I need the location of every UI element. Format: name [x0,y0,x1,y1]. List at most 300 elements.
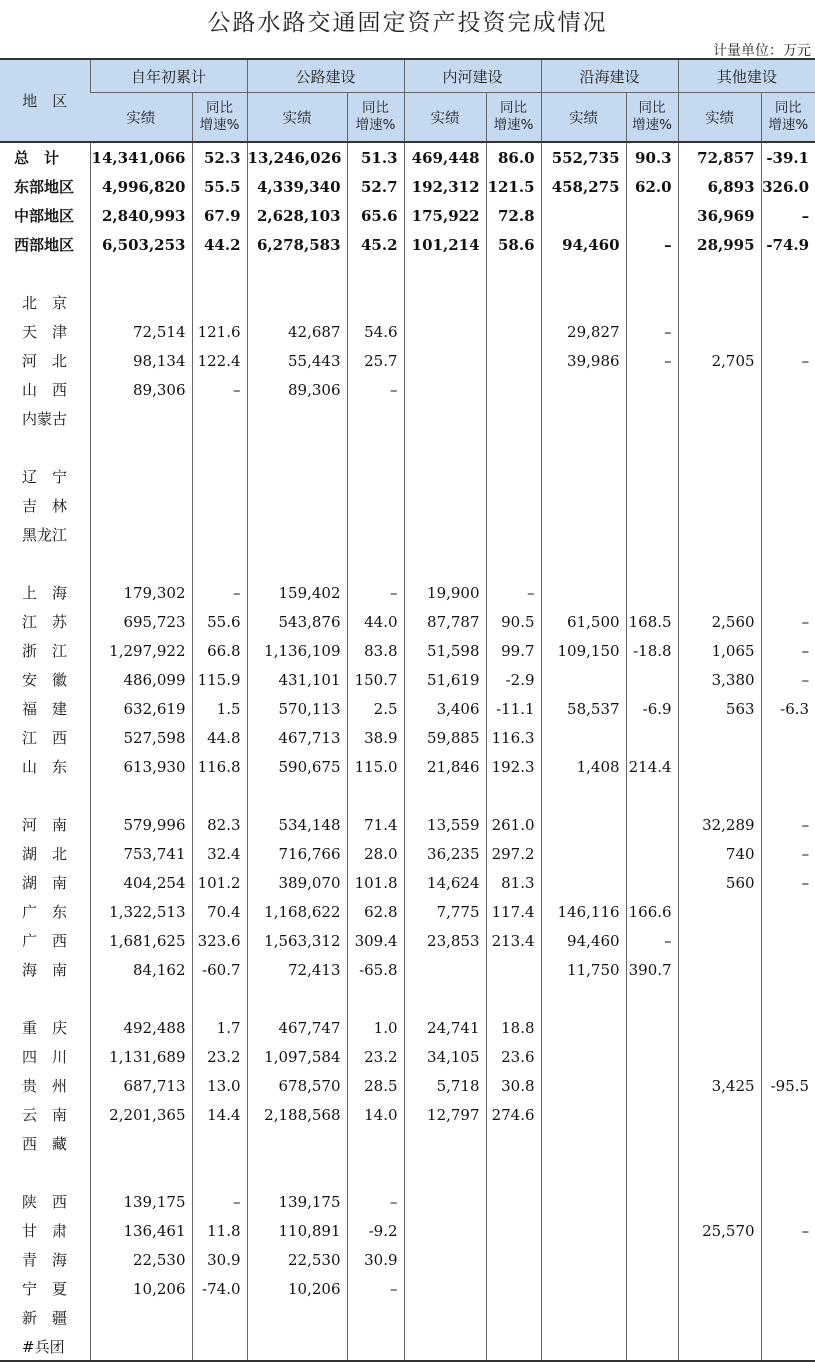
actual-cell: 1,168,622 [247,897,347,926]
actual-cell: 552,735 [541,142,626,172]
actual-cell [404,1187,486,1216]
actual-cell: 139,175 [247,1187,347,1216]
growth-header-line2: 增速% [355,117,396,133]
table-row [0,752,815,781]
growth-cell [626,1274,678,1303]
region-cell: 新 疆 [22,1309,68,1327]
growth-cell [761,897,815,926]
spacer-cell [90,781,192,810]
actual-cell [404,491,486,520]
actual-cell [541,1303,626,1332]
actual-cell: 1,563,312 [247,926,347,955]
growth-cell: 30.9 [192,1245,247,1274]
table-row [0,578,815,607]
actual-cell: 32,289 [678,810,761,839]
growth-cell: – [761,839,815,868]
actual-cell [247,520,347,549]
growth-cell: – [486,578,541,607]
actual-cell: 22,530 [90,1245,192,1274]
actual-cell: 10,206 [90,1274,192,1303]
actual-cell [541,1071,626,1100]
actual-cell [678,404,761,433]
growth-cell [347,491,404,520]
growth-header-line1: 同比 [500,100,528,116]
actual-cell: 11,750 [541,955,626,984]
page-title: 公路水路交通固定资产投资完成情况 [207,10,608,36]
table-row [0,810,815,839]
spacer-cell [626,549,678,578]
spacer-cell [678,259,761,288]
region-cell: 四 川 [22,1048,68,1066]
growth-cell: – [761,810,815,839]
growth-cell: – [761,607,815,636]
growth-cell: – [761,201,815,230]
actual-cell [678,1129,761,1158]
growth-header-line1: 同比 [638,100,666,116]
growth-cell: 44.2 [192,230,247,259]
growth-cell: – [347,1187,404,1216]
growth-cell: 117.4 [486,897,541,926]
growth-cell [761,317,815,346]
spacer-row [0,259,815,288]
growth-cell: 32.4 [192,839,247,868]
growth-cell: -95.5 [761,1071,815,1100]
actual-cell: 1,065 [678,636,761,665]
actual-cell [541,1187,626,1216]
spacer-cell [347,433,404,462]
growth-cell [761,1274,815,1303]
growth-cell: 122.4 [192,346,247,375]
spacer-cell [486,781,541,810]
actual-cell: 3,380 [678,665,761,694]
region-cell: 浙 江 [22,642,68,660]
spacer-cell [404,781,486,810]
growth-cell: 44.0 [347,607,404,636]
growth-cell: 261.0 [486,810,541,839]
actual-cell: 51,598 [404,636,486,665]
growth-cell: 390.7 [626,955,678,984]
region-cell: 陕 西 [22,1193,68,1211]
spacer-cell [192,549,247,578]
actual-cell: 4,339,340 [247,172,347,201]
table-row [0,1216,815,1245]
growth-cell: – [626,230,678,259]
actual-cell [541,1100,626,1129]
actual-cell [678,375,761,404]
actual-cell: 389,070 [247,868,347,897]
table-row [0,462,815,491]
region-cell: 黑龙江 [22,526,68,544]
growth-header-line1: 同比 [206,100,233,116]
actual-cell: 84,162 [90,955,192,984]
spacer-cell [247,781,347,810]
actual-cell: 687,713 [90,1071,192,1100]
actual-cell: 25,570 [678,1216,761,1245]
region-cell: 贵 州 [22,1077,68,1095]
spacer-cell [761,1158,815,1187]
spacer-cell [90,1158,192,1187]
actual-cell [90,288,192,317]
actual-cell [247,288,347,317]
spacer-cell [192,433,247,462]
actual-cell: 59,885 [404,723,486,752]
actual-cell [247,404,347,433]
spacer-cell [0,433,90,462]
spacer-cell [347,259,404,288]
actual-cell: 101,214 [404,230,486,259]
growth-cell: -18.8 [626,636,678,665]
spacer-cell [541,984,626,1013]
spacer-cell [0,259,90,288]
growth-cell: – [761,665,815,694]
actual-cell [678,752,761,781]
actual-cell: 2,188,568 [247,1100,347,1129]
growth-cell: 62.8 [347,897,404,926]
region-cell: 安 徽 [22,671,68,689]
actual-cell [404,1129,486,1158]
growth-cell [486,1332,541,1361]
growth-cell [192,1332,247,1361]
growth-cell [626,491,678,520]
actual-cell: 110,891 [247,1216,347,1245]
actual-cell: 10,206 [247,1274,347,1303]
growth-cell [347,288,404,317]
growth-cell [486,462,541,491]
region-cell: #兵团 [0,1332,90,1361]
actual-cell: 12,797 [404,1100,486,1129]
growth-cell [486,520,541,549]
actual-cell [541,288,626,317]
growth-cell: -60.7 [192,955,247,984]
actual-cell [247,1303,347,1332]
region-cell: 重 庆 [22,1019,68,1037]
growth-header-line2: 增速% [199,117,240,133]
growth-cell [761,1129,815,1158]
actual-cell: 560 [678,868,761,897]
spacer-cell [90,259,192,288]
growth-cell: 326.0 [761,172,815,201]
growth-cell: – [192,1187,247,1216]
actual-cell: 563 [678,694,761,723]
growth-cell: – [347,1274,404,1303]
region-cell: 吉 林 [22,497,68,515]
region-cell: 江 西 [22,729,68,747]
growth-cell [347,1303,404,1332]
actual-cell [678,578,761,607]
growth-cell: 121.6 [192,317,247,346]
actual-cell [541,462,626,491]
table-row [0,346,815,375]
spacer-cell [0,1158,90,1187]
growth-cell [761,1013,815,1042]
growth-cell [192,288,247,317]
growth-cell: 213.4 [486,926,541,955]
actual-cell [404,375,486,404]
growth-cell: 274.6 [486,1100,541,1129]
growth-cell [486,955,541,984]
growth-header-line1: 同比 [362,100,390,116]
actual-cell [404,955,486,984]
actual-cell [678,897,761,926]
actual-cell [90,1303,192,1332]
growth-cell: 51.3 [347,142,404,172]
growth-cell [486,1187,541,1216]
growth-cell: – [347,375,404,404]
growth-cell: 1.7 [192,1013,247,1042]
spacer-cell [192,1158,247,1187]
growth-header [347,93,404,143]
growth-cell [192,1129,247,1158]
growth-cell [626,520,678,549]
growth-cell [626,1216,678,1245]
table-row [0,926,815,955]
region-cell: 河 南 [22,816,68,834]
actual-cell [678,520,761,549]
actual-cell [541,1042,626,1071]
actual-cell [541,665,626,694]
actual-cell: 94,460 [541,926,626,955]
spacer-cell [192,259,247,288]
table-row [0,1303,815,1332]
actual-cell: 19,900 [404,578,486,607]
group-header-coastal: 沿海建设 [541,59,678,93]
growth-cell: 72.8 [486,201,541,230]
actual-cell [404,1245,486,1274]
growth-cell: 192.3 [486,752,541,781]
region-header: 地 区 [0,59,90,142]
growth-cell: 45.2 [347,230,404,259]
spacer-row [0,433,815,462]
growth-cell: -6.9 [626,694,678,723]
growth-cell [761,404,815,433]
growth-cell: 1.5 [192,694,247,723]
actual-cell [678,317,761,346]
spacer-cell [678,984,761,1013]
table-row [0,897,815,926]
growth-cell [626,404,678,433]
spacer-cell [678,781,761,810]
actual-cell [678,491,761,520]
actual-cell: 527,598 [90,723,192,752]
growth-cell [626,723,678,752]
actual-cell: 58,537 [541,694,626,723]
growth-header [761,93,815,143]
actual-cell [541,1245,626,1274]
growth-cell: 99.7 [486,636,541,665]
actual-cell [541,201,626,230]
growth-cell: 18.8 [486,1013,541,1042]
actual-cell: 72,413 [247,955,347,984]
actual-cell: 534,148 [247,810,347,839]
spacer-cell [404,1158,486,1187]
spacer-cell [404,984,486,1013]
growth-cell: 44.8 [192,723,247,752]
actual-cell: 51,619 [404,665,486,694]
growth-cell: -39.1 [761,142,815,172]
table-row [0,665,815,694]
table-row [0,317,815,346]
growth-header [486,93,541,143]
actual-cell [90,520,192,549]
spacer-cell [247,433,347,462]
growth-cell: 55.5 [192,172,247,201]
spacer-cell [192,781,247,810]
growth-cell [761,1332,815,1361]
growth-cell: 14.4 [192,1100,247,1129]
spacer-cell [626,781,678,810]
region-cell: 东部地区 [14,178,75,196]
growth-cell: – [626,317,678,346]
growth-header-line1: 同比 [774,100,802,116]
growth-cell: 90.5 [486,607,541,636]
actual-cell [678,1303,761,1332]
growth-cell: 66.8 [192,636,247,665]
table-row [0,694,815,723]
actual-cell: 469,448 [404,142,486,172]
growth-cell [626,868,678,897]
growth-cell: 323.6 [192,926,247,955]
growth-cell [347,1129,404,1158]
actual-cell [541,375,626,404]
region-cell: 北 京 [22,294,68,312]
actual-cell: 55,443 [247,346,347,375]
actual-cell: 192,312 [404,172,486,201]
growth-cell [486,491,541,520]
actual-cell: 42,687 [247,317,347,346]
table-row [0,868,815,897]
actual-cell: 543,876 [247,607,347,636]
actual-cell [247,462,347,491]
growth-cell: -74.9 [761,230,815,259]
growth-cell [626,1013,678,1042]
actual-cell: 89,306 [247,375,347,404]
spacer-cell [761,781,815,810]
spacer-cell [541,781,626,810]
actual-cell: 753,741 [90,839,192,868]
growth-cell: – [347,578,404,607]
actual-cell: 98,134 [90,346,192,375]
investment-table [0,58,815,1362]
region-cell: 湖 南 [22,874,68,892]
actual-cell: 1,681,625 [90,926,192,955]
spacer-cell [247,259,347,288]
growth-cell [486,1303,541,1332]
actual-cell [541,868,626,897]
growth-cell [626,1303,678,1332]
growth-cell: 38.9 [347,723,404,752]
actual-cell: 36,235 [404,839,486,868]
region-cell: 江 苏 [22,613,68,631]
actual-cell [404,1332,486,1361]
growth-cell [486,375,541,404]
actual-cell [541,520,626,549]
actual-cell [404,1303,486,1332]
growth-cell: – [626,346,678,375]
actual-cell: 61,500 [541,607,626,636]
actual-cell [90,462,192,491]
group-header-other: 其他建设 [678,59,815,93]
region-cell: 天 津 [22,323,68,341]
actual-cell: 458,275 [541,172,626,201]
actual-cell: 467,713 [247,723,347,752]
spacer-cell [404,433,486,462]
growth-cell [486,404,541,433]
actual-cell [247,1332,347,1361]
spacer-cell [626,259,678,288]
actual-cell [404,1274,486,1303]
growth-cell: -74.0 [192,1274,247,1303]
actual-cell [678,1042,761,1071]
growth-cell: -11.1 [486,694,541,723]
growth-cell: 30.9 [347,1245,404,1274]
actual-cell: 14,341,066 [90,142,192,172]
spacer-cell [486,433,541,462]
growth-cell [761,288,815,317]
table-row [0,491,815,520]
growth-cell [761,1100,815,1129]
actual-cell: 29,827 [541,317,626,346]
actual-cell: 590,675 [247,752,347,781]
growth-cell [626,1187,678,1216]
spacer-cell [90,549,192,578]
actual-cell [247,491,347,520]
actual-cell [678,288,761,317]
spacer-cell [0,549,90,578]
actual-cell: 1,408 [541,752,626,781]
actual-cell: 7,775 [404,897,486,926]
actual-cell: 87,787 [404,607,486,636]
actual-cell: 24,741 [404,1013,486,1042]
actual-cell: 34,105 [404,1042,486,1071]
spacer-cell [541,1158,626,1187]
growth-cell: 168.5 [626,607,678,636]
actual-cell: 467,747 [247,1013,347,1042]
growth-cell [486,346,541,375]
actual-cell [404,404,486,433]
spacer-cell [761,549,815,578]
actual-cell: 39,986 [541,346,626,375]
actual-cell [404,462,486,491]
actual-cell: 6,893 [678,172,761,201]
growth-cell [626,288,678,317]
actual-cell: 175,922 [404,201,486,230]
region-cell: 河 北 [22,352,68,370]
spacer-cell [247,984,347,1013]
actual-cell [678,1100,761,1129]
growth-cell [761,955,815,984]
spacer-cell [347,984,404,1013]
spacer-cell [247,1158,347,1187]
spacer-cell [90,984,192,1013]
table-row [0,1042,815,1071]
growth-cell: 116.3 [486,723,541,752]
spacer-cell [192,984,247,1013]
table-row [0,520,815,549]
growth-cell [347,1332,404,1361]
growth-cell [761,578,815,607]
table-row [0,723,815,752]
growth-cell [761,1187,815,1216]
actual-cell: 1,136,109 [247,636,347,665]
spacer-row [0,984,815,1013]
region-cell: 广 东 [22,903,68,921]
spacer-cell [347,549,404,578]
summary-row [0,142,815,172]
growth-cell [626,1100,678,1129]
spacer-cell [404,259,486,288]
growth-header [192,93,247,143]
growth-cell: 55.6 [192,607,247,636]
